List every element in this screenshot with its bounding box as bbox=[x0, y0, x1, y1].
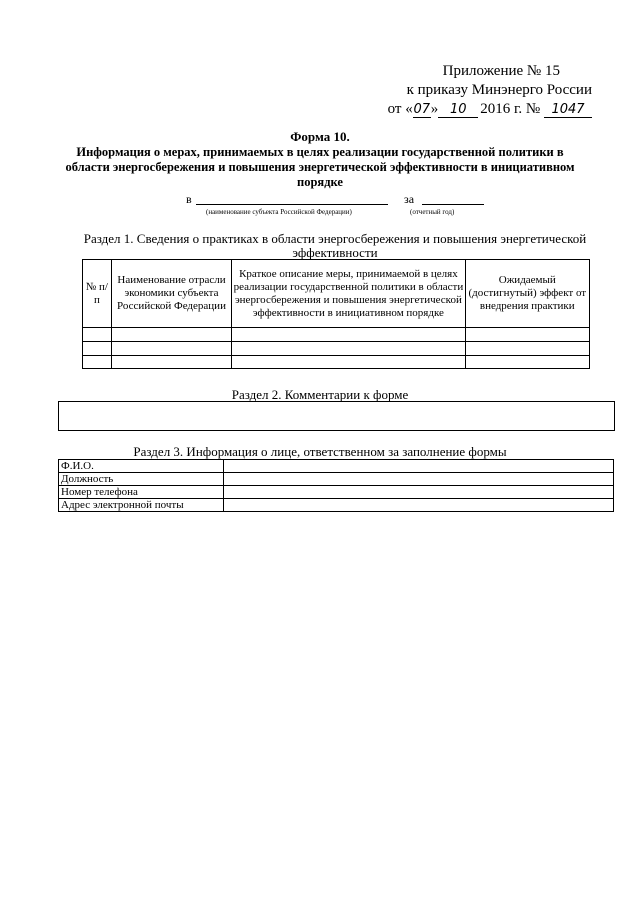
table-row bbox=[59, 460, 614, 473]
period-caption: (отчетный год) bbox=[410, 208, 455, 216]
handwritten-month: 10 bbox=[438, 103, 478, 118]
form-number: Форма 10. bbox=[290, 129, 350, 144]
subject-period-line bbox=[186, 192, 496, 218]
row-label-position: Должность bbox=[59, 473, 224, 486]
position-field[interactable] bbox=[224, 473, 614, 486]
table-row bbox=[83, 356, 590, 369]
form-title-line-2: области энергосбережения и повышения энергетической эффективности в инициативном bbox=[65, 160, 575, 174]
handwritten-day: 07 bbox=[413, 102, 430, 117]
form-title-line-1: Информация о мерах, принимаемых в целях реализации государственной политики в bbox=[76, 145, 564, 159]
row-label-name: Ф.И.О. bbox=[59, 460, 224, 473]
column-number: № п/п bbox=[83, 260, 112, 328]
column-measure-description: Краткое описание меры, принимаемой в целях реализации государственной политики в области энергосбережения и повышения энергетической эффективности в инициативном порядке bbox=[232, 260, 465, 328]
order-date-line bbox=[380, 100, 592, 119]
table-row bbox=[59, 473, 614, 486]
comments-box[interactable] bbox=[58, 401, 615, 431]
section2-title: Раздел 2. Комментарии к форме bbox=[231, 387, 409, 402]
date-separator: » bbox=[430, 101, 439, 117]
practices-table-header bbox=[83, 260, 590, 328]
appendix-header bbox=[380, 62, 592, 119]
table-row bbox=[83, 342, 590, 356]
row-label-email: Адрес электронной почты bbox=[59, 499, 224, 512]
responsible-person-table bbox=[58, 459, 614, 512]
appendix-number: Приложение № 15 bbox=[442, 63, 560, 79]
section3-title: Раздел 3. Информация о лице, ответственном за заполнение формы bbox=[133, 444, 507, 459]
table-row bbox=[59, 499, 614, 512]
handwritten-order-number: 1047 bbox=[544, 103, 592, 118]
name-field[interactable] bbox=[224, 460, 614, 473]
practices-table bbox=[82, 259, 590, 369]
row-label-phone: Номер телефона bbox=[59, 486, 224, 499]
section1-title-line-2: эффективности bbox=[292, 245, 378, 260]
table-row bbox=[83, 328, 590, 342]
for-label: за bbox=[404, 192, 415, 206]
email-field[interactable] bbox=[224, 499, 614, 512]
form-title-line-3: порядке bbox=[297, 175, 343, 189]
table-row bbox=[59, 486, 614, 499]
subject-field[interactable] bbox=[196, 192, 388, 205]
period-field[interactable] bbox=[422, 192, 484, 205]
section1-title-line-1: Раздел 1. Сведения о практиках в области энергосбережения и повышения энергетической bbox=[83, 231, 587, 246]
date-prefix: от « bbox=[387, 101, 413, 117]
date-year: 2016 г. № bbox=[480, 101, 541, 117]
section1-title bbox=[40, 232, 630, 260]
subject-caption: (наименование субъекта Российской Федерации) bbox=[206, 208, 352, 216]
order-reference: к приказу Минэнерго России bbox=[406, 82, 592, 98]
in-label: в bbox=[186, 192, 192, 206]
form-title bbox=[40, 145, 600, 190]
phone-field[interactable] bbox=[224, 486, 614, 499]
column-expected-effect: Ожидаемый (достигнутый) эффект от внедрения практики bbox=[465, 260, 589, 328]
column-industry: Наименование отрасли экономики субъекта Российской Федерации bbox=[111, 260, 231, 328]
